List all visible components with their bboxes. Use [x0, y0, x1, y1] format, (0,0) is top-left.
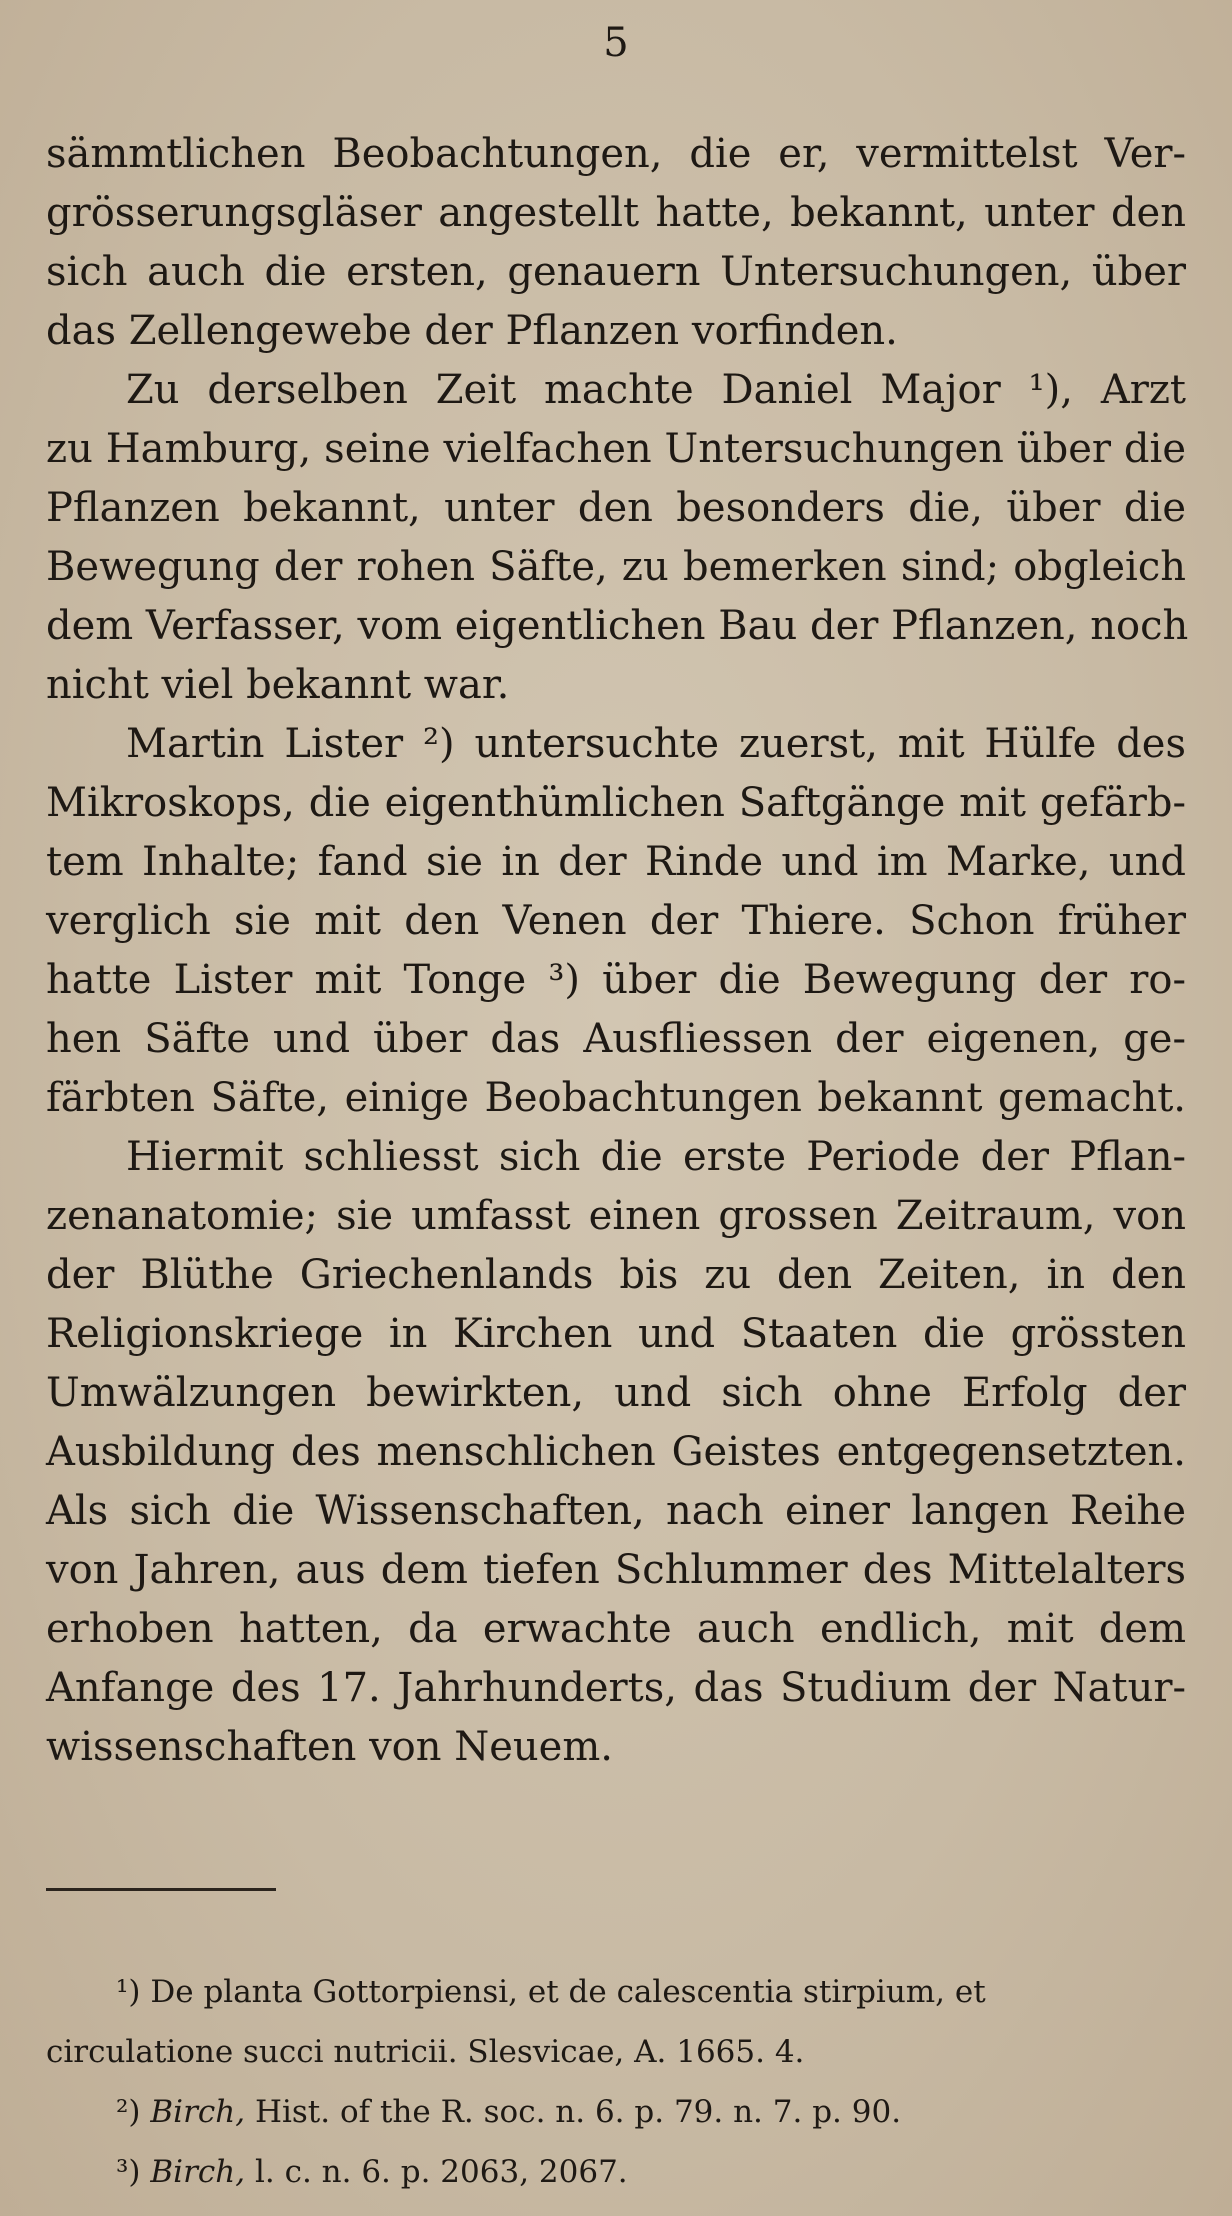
footnote-3-author: Birch, [150, 2154, 246, 2190]
text-line: Hiermit schliesst sich die erste Periode der Pflan- [126, 1134, 1186, 1180]
text-line: sich auch die ersten, genauern Untersuchungen, über [46, 249, 1186, 295]
text-line: Bewegung der rohen Säfte, zu bemerken sind; obgleich [46, 544, 1186, 590]
text-line: der Blüthe Griechenlands bis zu den Zeiten, in den [46, 1252, 1186, 1298]
text-line: hatte Lister mit Tonge ³) über die Bewegung der ro- [46, 957, 1186, 1003]
text-line: zenanatomie; sie umfasst einen grossen Zeitraum, von [46, 1193, 1186, 1239]
text-line: Religionskriege in Kirchen und Staaten die grössten [46, 1311, 1186, 1357]
footnote-1-line-2 [46, 2022, 1186, 2082]
footnote-2-author: Birch, [150, 2094, 246, 2130]
footnote-2-text: Hist. of the R. soc. n. 6. p. 79. n. 7. p. 90. [254, 2094, 902, 2130]
text-line: Ausbildung des menschlichen Geistes entgegensetzten. [46, 1429, 1186, 1475]
footnote-3 [46, 2142, 1186, 2202]
text-line: Mikroskops, die eigenthümlichen Saftgänge mit gefärb- [46, 780, 1186, 826]
text-line: wissenschaften von Neuem. [46, 1724, 613, 1770]
footnote-1-continuation: circulatione succi nutricii. Slesvicae, A. 1665. 4. [46, 2034, 805, 2070]
text-line: sämmtlichen Beobachtungen, die er, vermittelst Ver- [46, 131, 1186, 177]
text-line: tem Inhalte; fand sie in der Rinde und im Marke, und [46, 839, 1186, 885]
text-line: Martin Lister ²) untersuchte zuerst, mit Hülfe des [126, 721, 1186, 767]
text-line: hen Säfte und über das Ausfliessen der eigenen, ge- [46, 1016, 1186, 1062]
text-line: erhoben hatten, da erwachte auch endlich, mit dem [46, 1606, 1186, 1652]
footnote-3-text: l. c. n. 6. p. 2063, 2067. [254, 2154, 628, 2190]
text-line: von Jahren, aus dem tiefen Schlummer des Mittelalters [46, 1547, 1186, 1593]
text-line: dem Verfasser, vom eigentlichen Bau der Pflanzen, noch [46, 603, 1189, 649]
footnote-3-marker: ³) [116, 2154, 141, 2190]
text-line: Umwälzungen bewirkten, und sich ohne Erfolg der [46, 1370, 1186, 1416]
footnote-1-marker: ¹) [116, 1974, 141, 2010]
text-line: grösserungsgläser angestellt hatte, bekannt, unter den [46, 190, 1186, 236]
text-line: verglich sie mit den Venen der Thiere. Schon früher [46, 898, 1186, 944]
text-line: nicht viel bekannt war. [46, 662, 510, 708]
body-text [46, 125, 1189, 1777]
footnote-2 [46, 2082, 1186, 2142]
text-line: Anfange des 17. Jahrhunderts, das Studium der Natur- [46, 1665, 1186, 1711]
text-line: Zu derselben Zeit machte Daniel Major ¹), Arzt [126, 367, 1186, 413]
page-number: 5 [603, 20, 629, 66]
footnote-1-line-1 [46, 1962, 1186, 2022]
footnote-divider [46, 1888, 276, 1891]
text-line: zu Hamburg, seine vielfachen Untersuchungen über die [46, 426, 1186, 472]
text-line: das Zellengewebe der Pflanzen vorfinden. [46, 308, 898, 354]
text-line: färbten Säfte, einige Beobachtungen bekannt gemacht. [46, 1075, 1186, 1121]
text-line: Pflanzen bekannt, unter den besonders die, über die [46, 485, 1186, 531]
footnotes [46, 1962, 1186, 2202]
footnote-2-marker: ²) [116, 2094, 141, 2130]
text-line: Als sich die Wissenschaften, nach einer langen Reihe [46, 1488, 1186, 1534]
footnote-1-text: De planta Gottorpiensi, et de calescentia stirpium, et [150, 1974, 986, 2010]
